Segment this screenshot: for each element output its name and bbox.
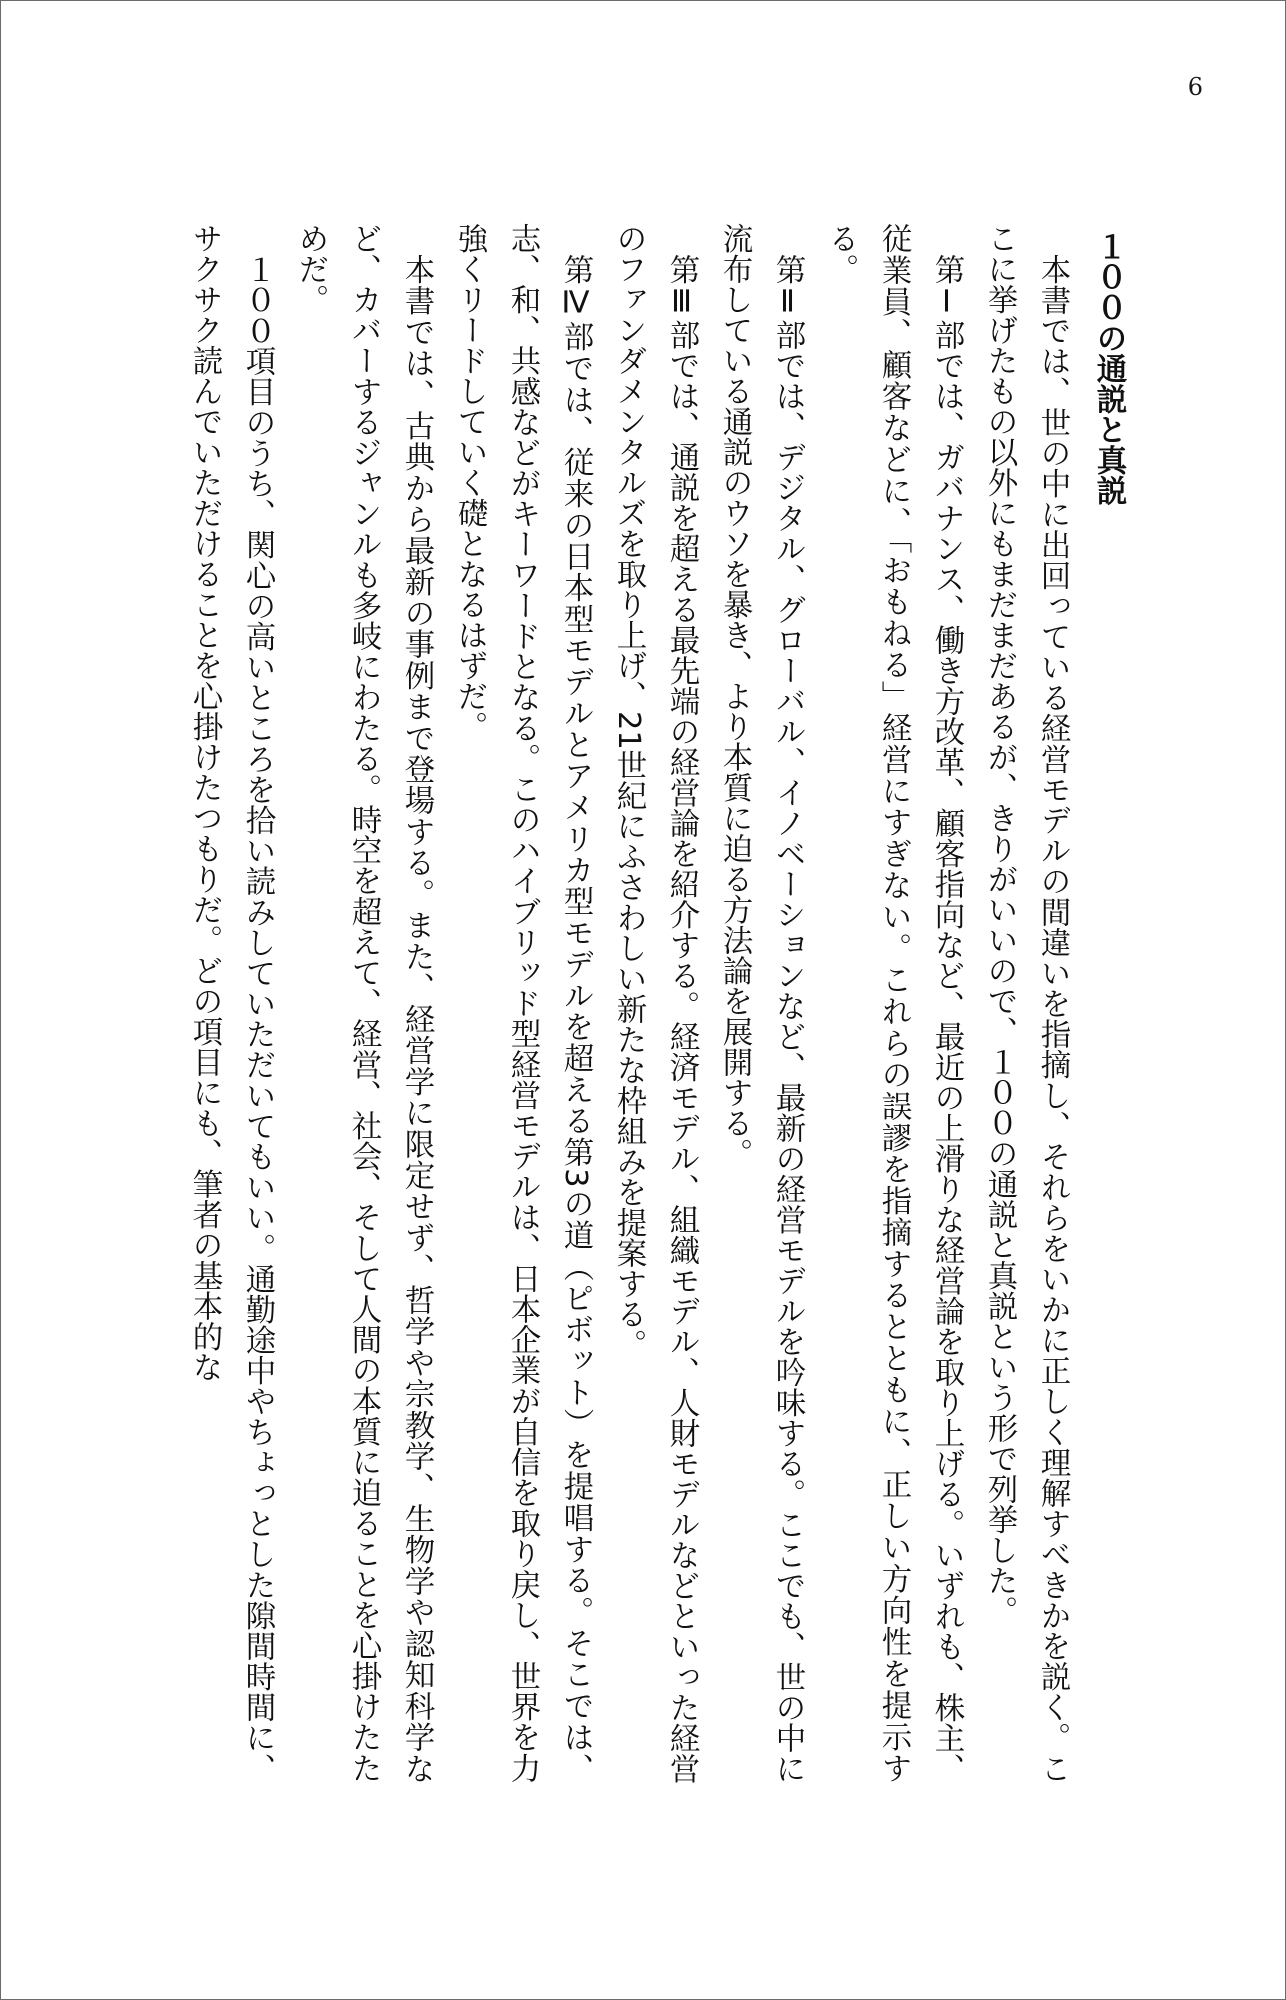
paragraph-part-3: 第Ⅲ部では、通説を超える最先端の経営論を紹介する。経済モデル、組織モデル、人財モデルなどといった経営のファンダメンタルズを取り上げ、21世紀にふさわしい新たな枠組みを提案する。 <box>611 223 699 1783</box>
paragraph-reading-guide: １００項目のうち、関心の高いところを拾い読みしていただいてもいい。通勤途中やちょっとした隙間時間に、サクサク読んでいただけることを心掛けたつもりだ。どの項目にも、筆者の基本的な <box>187 223 275 1783</box>
vertical-text-block <box>157 223 1137 1783</box>
paragraph-part-4: 第Ⅳ部では、従来の日本型モデルとアメリカ型モデルを超える第3の道（ピボット）を提唱する。そこでは、志、和、共感などがキーワードとなる。このハイブリッド型経営モデルは、日本企業が自信を取り戻し、世界を力強くリードしていく礎となるはずだ。 <box>452 223 593 1783</box>
paragraph-part-2: 第Ⅱ部では、デジタル、グローバル、イノベーションなど、最新の経営モデルを吟味する。ここでも、世の中に流布している通説のウソを暴き、より本質に迫る方法論を展開する。 <box>717 223 805 1783</box>
paragraph-scope: 本書では、古典から最新の事例まで登場する。また、経営学に限定せず、哲学や宗教学、生物学や認知科学など、カバーするジャンルも多岐にわたる。時空を超えて、経営、社会、そして人間の本質に迫ることを心掛けたためだ。 <box>293 223 434 1783</box>
paragraph-intro: 本書では、世の中に出回っている経営モデルの間違いを指摘し、それらをいかに正しく理解すべきかを説く。ここに挙げたもの以外にもまだまだあるが、きりがいいので、１００の通説と真説という形で列挙した。 <box>982 223 1070 1783</box>
page-number: 6 <box>1187 73 1203 101</box>
section-heading: １００の通説と真説 <box>1091 231 1126 506</box>
paragraph-part-1: 第Ⅰ部では、ガバナンス、働き方改革、顧客指向など、最近の上滑りな経営論を取り上げる。いずれも、株主、従業員、顧客などに、「おもねる」経営にすぎない。これらの誤謬を指摘するとともに、正しい方向性を提示する。 <box>823 223 964 1783</box>
